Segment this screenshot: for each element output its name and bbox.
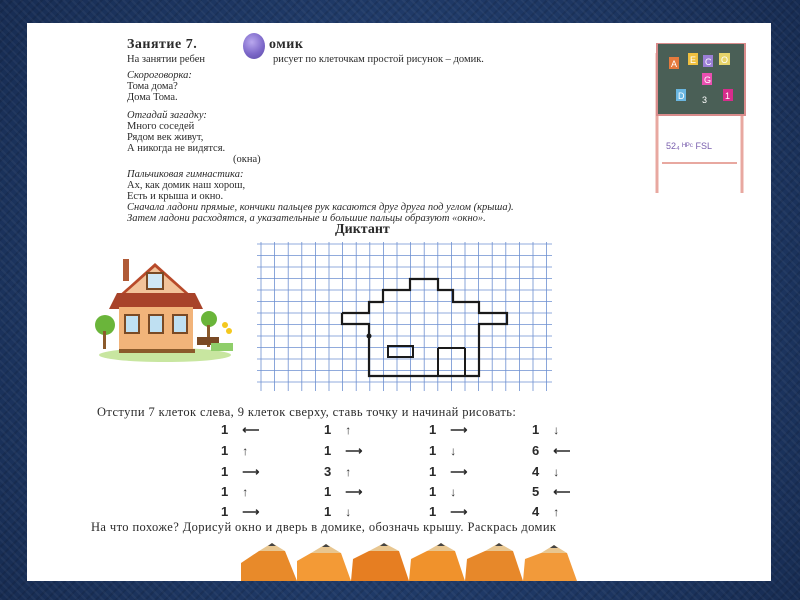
step-count: 1 [324, 443, 332, 458]
pencil [241, 543, 297, 581]
dictation-step [429, 504, 467, 519]
arrow-left-icon: ⟵ [553, 444, 571, 458]
riddle-heading: Отгадай загадку: [127, 110, 207, 121]
finger-gym-line: Сначала ладони прямые, кончики пальцев рук касаются друг друга под углом (крыша). [127, 202, 514, 213]
step-count: 1 [221, 422, 229, 437]
dictation-grid [257, 242, 552, 391]
arrow-down-icon: ↓ [450, 485, 457, 499]
dictation-step [429, 443, 456, 458]
dictation-step [324, 422, 351, 437]
pencil [409, 543, 465, 581]
arrow-left-icon: ⟵ [553, 485, 571, 499]
dictation-step [532, 422, 559, 437]
step-count: 1 [429, 464, 437, 479]
chalkboard-letter: А [671, 59, 678, 69]
step-count: 1 [324, 504, 332, 519]
arrow-down-icon: ↓ [553, 423, 560, 437]
worksheet-page [27, 23, 771, 581]
arrow-up-icon: ↑ [553, 505, 560, 519]
dictation-step [429, 422, 467, 437]
arrow-right-icon: ⟶ [242, 505, 260, 519]
arrow-down-icon: ↓ [553, 465, 560, 479]
finger-gym-heading: Пальчиковая гимнастика: [127, 169, 244, 180]
dictation-instruction: Отступи 7 клеток слева, 9 клеток сверху, ставь точку и начинай рисовать: [97, 405, 517, 419]
dictation-step [221, 464, 259, 479]
step-count: 1 [221, 504, 229, 519]
pencils-illustration [241, 543, 577, 581]
riddle-answer: (окна) [233, 154, 261, 165]
step-count: 4 [532, 504, 540, 519]
step-count: 1 [221, 464, 229, 479]
dictation-step [324, 504, 351, 519]
decorative-blob [243, 33, 265, 59]
riddle-line: Много соседей [127, 121, 195, 132]
dictation-step [532, 464, 559, 479]
pencil [351, 543, 409, 581]
arrow-up-icon: ↑ [345, 423, 352, 437]
dictation-step [221, 484, 248, 499]
chalkboard-letter: G [704, 75, 712, 85]
finger-gym-line: Есть и крыша и окно. [127, 191, 224, 202]
tongue-twister-heading: Скороговорка: [127, 70, 192, 81]
chalkboard-letter: 3 [702, 95, 708, 105]
step-count: 1 [532, 422, 540, 437]
step-count: 6 [532, 443, 540, 458]
step-count: 1 [324, 484, 332, 499]
lesson-intro-part1: На занятии ребен [127, 54, 205, 65]
finger-gym-line: Затем ладони расходятся, а указательные и большие пальцы образуют «окно». [127, 213, 486, 224]
lesson-title-part1: Занятие 7. [127, 37, 198, 52]
arrow-right-icon: ⟶ [450, 465, 468, 479]
step-count: 1 [429, 484, 437, 499]
dictation-step [221, 443, 248, 458]
step-count: 1 [221, 484, 229, 499]
riddle-line: Рядом век живут, [127, 132, 204, 143]
step-count: 1 [324, 422, 332, 437]
chalkboard-letter: Е [690, 55, 697, 65]
tongue-twister-line: Дома Тома. [127, 92, 178, 103]
riddle-line: А никогда не видятся. [127, 143, 226, 154]
chalkboard-strip: 52₄ ᴴᴾᶜ FSL [666, 141, 713, 151]
arrow-down-icon: ↓ [450, 444, 457, 458]
arrow-up-icon: ↑ [242, 444, 249, 458]
arrow-right-icon: ⟶ [345, 485, 363, 499]
pencil [523, 545, 577, 581]
pencil [465, 543, 523, 581]
chalkboard-illustration [652, 43, 752, 195]
step-count: 4 [532, 464, 540, 479]
dictation-step [532, 443, 570, 458]
arrow-left-icon: ⟵ [242, 423, 260, 437]
arrow-right-icon: ⟶ [242, 465, 260, 479]
dictation-step [429, 464, 467, 479]
arrow-right-icon: ⟶ [450, 423, 468, 437]
dictation-step [221, 422, 259, 437]
step-count: 1 [221, 443, 229, 458]
arrow-right-icon: ⟶ [450, 505, 468, 519]
step-count: 1 [429, 422, 437, 437]
chalkboard-letter: С [705, 57, 712, 67]
chalkboard-letter: О [721, 55, 729, 65]
dictation-step [324, 443, 362, 458]
step-count: 1 [429, 443, 437, 458]
dictation-step [429, 484, 456, 499]
dictation-title: Диктант [335, 222, 390, 237]
house-illustration [95, 251, 235, 363]
tongue-twister-line: Тома дома? [127, 81, 178, 92]
start-dot [367, 334, 372, 339]
lesson-intro-part2: рисует по клеточкам простой рисунок – домик. [273, 54, 484, 65]
closing-text: На что похоже? Дорисуй окно и дверь в домике, обозначь крышу. Раскрась домик [91, 520, 557, 534]
step-count: 5 [532, 484, 540, 499]
dictation-step [324, 484, 362, 499]
arrow-up-icon: ↑ [242, 485, 249, 499]
chalkboard-letter: 1 [725, 91, 731, 101]
pencil [297, 544, 351, 581]
finger-gym-line: Ах, как домик наш хорош, [127, 180, 246, 191]
dictation-step [221, 504, 259, 519]
dictation-step [532, 484, 570, 499]
arrow-down-icon: ↓ [345, 505, 352, 519]
dictation-step [324, 464, 351, 479]
step-count: 1 [429, 504, 437, 519]
chalkboard-letter: D [678, 91, 685, 101]
arrow-right-icon: ⟶ [345, 444, 363, 458]
lesson-title-part2: омик [269, 37, 304, 52]
dictation-step [532, 504, 559, 519]
arrow-up-icon: ↑ [345, 465, 352, 479]
step-count: 3 [324, 464, 332, 479]
